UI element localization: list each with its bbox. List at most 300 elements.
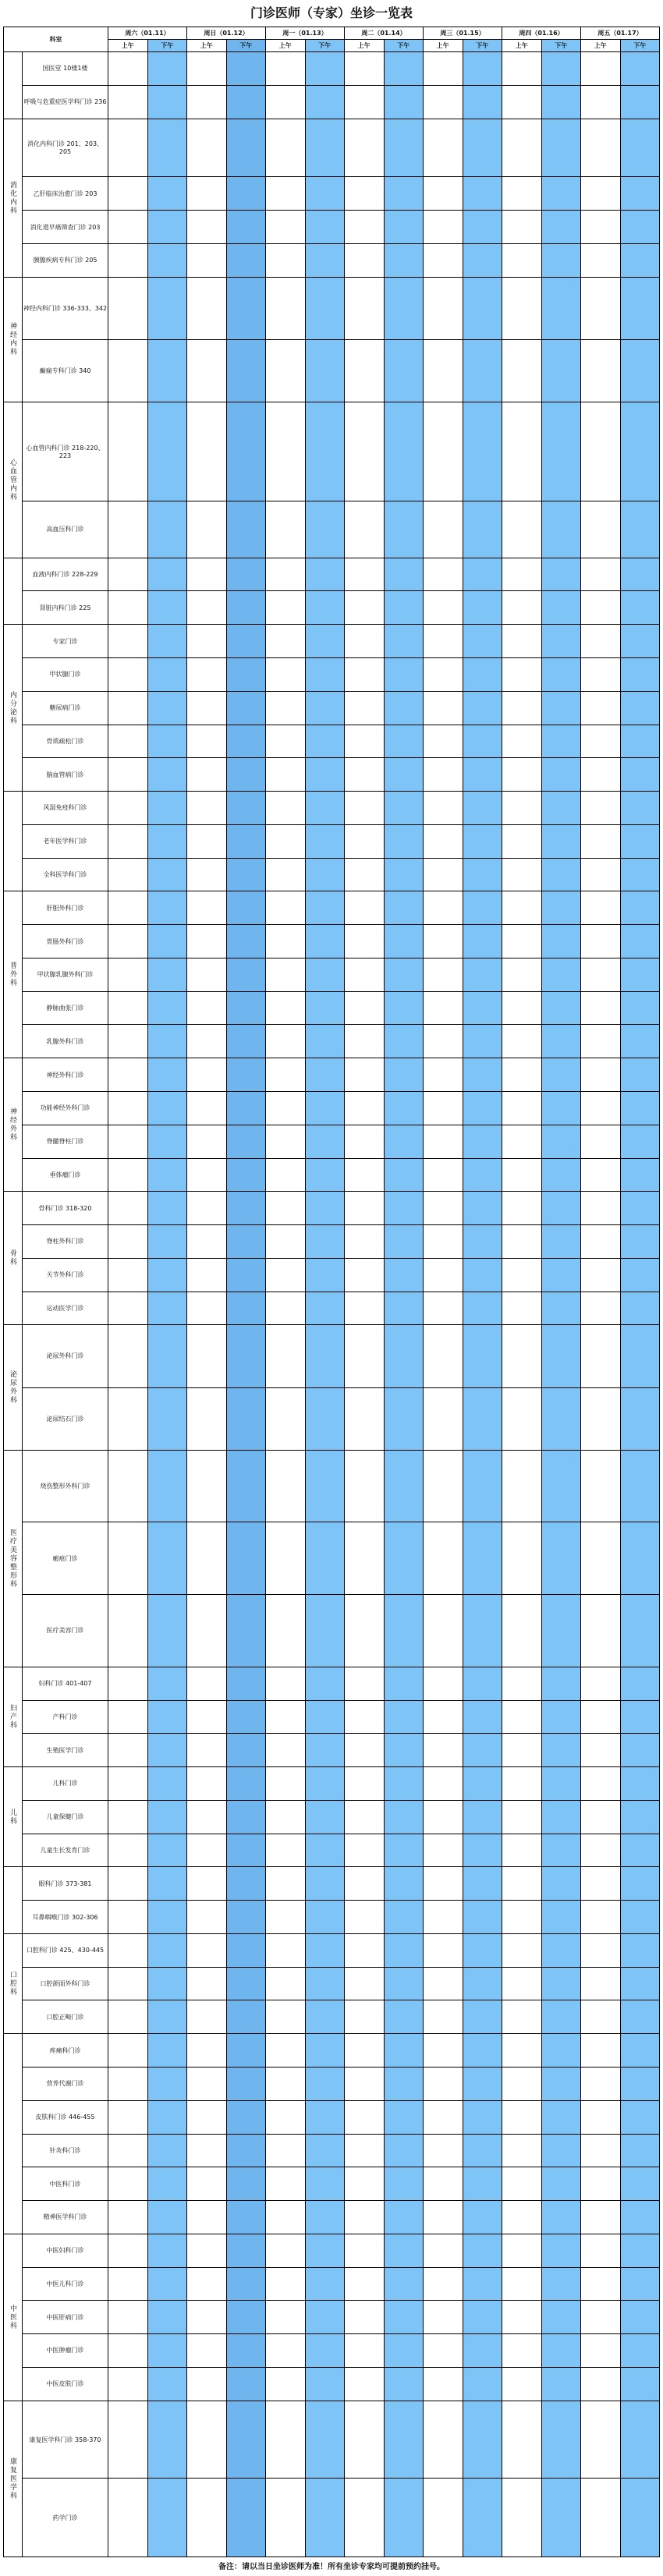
schedule-cell — [108, 1058, 148, 1092]
schedule-cell — [424, 177, 463, 211]
schedule-cell — [226, 1522, 266, 1595]
schedule-cell — [147, 85, 187, 119]
schedule-cell — [424, 1667, 463, 1700]
schedule-cell — [424, 1292, 463, 1325]
schedule-cell — [187, 402, 227, 501]
schedule-cell — [463, 758, 502, 792]
schedule-cell — [108, 1292, 148, 1325]
table-row — [4, 1700, 660, 1734]
schedule-cell — [502, 1933, 542, 1967]
schedule-cell — [226, 2100, 266, 2134]
schedule-cell — [345, 402, 385, 501]
schedule-cell — [384, 1125, 424, 1158]
schedule-cell — [147, 1767, 187, 1801]
schedule-cell — [620, 1158, 660, 1192]
schedule-cell — [384, 1325, 424, 1387]
schedule-cell — [384, 2334, 424, 2368]
schedule-cell — [384, 402, 424, 501]
schedule-cell — [187, 658, 227, 692]
schedule-cell — [581, 1667, 621, 1700]
schedule-cell — [226, 2000, 266, 2034]
schedule-cell — [187, 1800, 227, 1834]
schedule-cell — [502, 52, 542, 86]
schedule-cell — [384, 1595, 424, 1667]
schedule-cell — [620, 501, 660, 558]
schedule-cell — [108, 1767, 148, 1801]
schedule-cell — [502, 2401, 542, 2479]
schedule-cell — [620, 958, 660, 991]
table-row — [4, 758, 660, 792]
schedule-cell — [384, 2134, 424, 2167]
schedule-cell — [345, 1767, 385, 1801]
section-label — [4, 792, 23, 891]
schedule-cell — [266, 1225, 306, 1259]
schedule-cell — [226, 2401, 266, 2479]
schedule-cell — [108, 277, 148, 339]
table-row — [4, 2034, 660, 2068]
schedule-cell — [108, 1025, 148, 1058]
schedule-cell — [620, 925, 660, 958]
dept-name: 医疗美容门诊 — [23, 1595, 108, 1667]
table-row — [4, 925, 660, 958]
dept-name: 生殖医学门诊 — [23, 1734, 108, 1767]
schedule-cell — [305, 2201, 345, 2234]
schedule-cell — [147, 1125, 187, 1158]
schedule-cell — [424, 824, 463, 858]
schedule-cell — [502, 2334, 542, 2368]
schedule-cell — [226, 243, 266, 277]
dept-name: 运动医学门诊 — [23, 1292, 108, 1325]
schedule-cell — [187, 177, 227, 211]
schedule-cell — [266, 1595, 306, 1667]
schedule-cell — [187, 891, 227, 925]
schedule-cell — [305, 177, 345, 211]
schedule-cell — [581, 925, 621, 958]
schedule-cell — [502, 1767, 542, 1801]
schedule-cell — [345, 1025, 385, 1058]
schedule-cell — [502, 958, 542, 991]
dept-name: 关节外科门诊 — [23, 1258, 108, 1292]
schedule-cell — [108, 858, 148, 891]
schedule-cell — [305, 991, 345, 1025]
schedule-cell — [108, 2201, 148, 2234]
schedule-cell — [226, 119, 266, 177]
schedule-cell — [463, 625, 502, 658]
schedule-cell — [345, 1967, 385, 2000]
schedule-cell — [384, 2301, 424, 2334]
schedule-cell — [502, 2134, 542, 2167]
schedule-cell — [345, 501, 385, 558]
table-row — [4, 792, 660, 825]
dept-name: 专家门诊 — [23, 625, 108, 658]
schedule-cell — [266, 1292, 306, 1325]
schedule-cell — [108, 725, 148, 758]
table-row — [4, 1867, 660, 1901]
schedule-cell — [305, 2034, 345, 2068]
schedule-cell — [424, 725, 463, 758]
schedule-cell — [187, 2067, 227, 2100]
schedule-cell — [620, 2000, 660, 2034]
dept-name: 呼吸与危重症医学科门诊 236 — [23, 85, 108, 119]
schedule-cell — [384, 2267, 424, 2301]
schedule-cell — [424, 501, 463, 558]
table-row — [4, 1595, 660, 1667]
schedule-cell — [226, 1125, 266, 1158]
schedule-cell — [424, 1158, 463, 1192]
schedule-cell — [581, 658, 621, 692]
table-row — [4, 891, 660, 925]
table-row — [4, 2134, 660, 2167]
schedule-cell — [581, 691, 621, 725]
table-row — [4, 2000, 660, 2034]
schedule-cell — [424, 1901, 463, 1934]
schedule-cell — [266, 501, 306, 558]
schedule-cell — [620, 1667, 660, 1700]
schedule-cell — [502, 1125, 542, 1158]
schedule-cell — [502, 1025, 542, 1058]
schedule-cell — [147, 1800, 187, 1834]
schedule-cell — [345, 2134, 385, 2167]
schedule-cell — [581, 2134, 621, 2167]
schedule-cell — [226, 1387, 266, 1450]
schedule-cell — [187, 1192, 227, 1225]
schedule-cell — [541, 1834, 581, 1867]
schedule-cell — [502, 2000, 542, 2034]
dept-name: 中医肿瘤门诊 — [23, 2334, 108, 2368]
schedule-cell — [502, 925, 542, 958]
schedule-cell — [266, 2334, 306, 2368]
schedule-cell — [305, 1734, 345, 1767]
schedule-cell — [345, 2234, 385, 2267]
schedule-cell — [620, 2301, 660, 2334]
schedule-cell — [424, 1125, 463, 1158]
schedule-cell — [266, 2000, 306, 2034]
schedule-cell — [463, 2067, 502, 2100]
schedule-cell — [541, 1058, 581, 1092]
schedule-cell — [384, 119, 424, 177]
schedule-cell — [187, 1091, 227, 1125]
schedule-cell — [305, 591, 345, 625]
schedule-cell — [305, 658, 345, 692]
schedule-cell — [187, 277, 227, 339]
schedule-cell — [581, 119, 621, 177]
schedule-cell — [620, 2234, 660, 2267]
schedule-cell — [305, 2000, 345, 2034]
schedule-cell — [620, 2267, 660, 2301]
dept-name: 产科门诊 — [23, 1700, 108, 1734]
dept-name: 乙肝临床治愈门诊 203 — [23, 177, 108, 211]
schedule-cell — [266, 1192, 306, 1225]
schedule-cell — [345, 2479, 385, 2557]
schedule-cell — [266, 2167, 306, 2201]
schedule-cell — [187, 824, 227, 858]
schedule-cell — [502, 824, 542, 858]
schedule-cell — [424, 591, 463, 625]
schedule-cell — [108, 119, 148, 177]
schedule-cell — [147, 2367, 187, 2401]
schedule-cell — [226, 1867, 266, 1901]
schedule-cell — [345, 1522, 385, 1595]
schedule-cell — [226, 2067, 266, 2100]
schedule-cell — [226, 1834, 266, 1867]
schedule-cell — [305, 858, 345, 891]
schedule-cell — [187, 1125, 227, 1158]
schedule-cell — [463, 1901, 502, 1934]
schedule-cell — [424, 658, 463, 692]
am-header: 上午 — [424, 40, 463, 52]
table-row — [4, 1933, 660, 1967]
dept-name: 肝胆外科门诊 — [23, 891, 108, 925]
schedule-cell — [541, 2334, 581, 2368]
schedule-cell — [345, 2100, 385, 2134]
schedule-cell — [384, 2367, 424, 2401]
pm-header: 下午 — [226, 40, 266, 52]
schedule-cell — [266, 2234, 306, 2267]
schedule-cell — [384, 725, 424, 758]
schedule-cell — [266, 1025, 306, 1058]
schedule-cell — [384, 1450, 424, 1522]
section-label: 神经内科 — [4, 277, 23, 402]
schedule-cell — [541, 2067, 581, 2100]
table-row — [4, 402, 660, 501]
schedule-cell — [581, 277, 621, 339]
schedule-cell — [345, 991, 385, 1025]
schedule-cell — [187, 625, 227, 658]
schedule-cell — [147, 691, 187, 725]
schedule-cell — [581, 1125, 621, 1158]
schedule-cell — [463, 1800, 502, 1834]
section-label — [4, 52, 23, 119]
schedule-cell — [305, 1292, 345, 1325]
schedule-cell — [581, 2000, 621, 2034]
schedule-cell — [581, 891, 621, 925]
dept-name: 儿童生长发育门诊 — [23, 1834, 108, 1867]
schedule-cell — [463, 2301, 502, 2334]
schedule-cell — [384, 339, 424, 402]
schedule-cell — [108, 824, 148, 858]
schedule-cell — [384, 758, 424, 792]
schedule-cell — [266, 2134, 306, 2167]
schedule-cell — [463, 501, 502, 558]
schedule-cell — [581, 1387, 621, 1450]
schedule-cell — [424, 2367, 463, 2401]
schedule-cell — [147, 758, 187, 792]
schedule-cell — [541, 758, 581, 792]
table-row — [4, 1258, 660, 1292]
schedule-cell — [424, 2067, 463, 2100]
schedule-cell — [147, 625, 187, 658]
schedule-cell — [187, 1700, 227, 1734]
schedule-cell — [620, 1700, 660, 1734]
footer-note: 备注：请以当日坐诊医师为准！所有坐诊专家均可提前预约挂号。 — [218, 2563, 445, 2571]
schedule-cell — [305, 625, 345, 658]
schedule-cell — [384, 858, 424, 891]
schedule-cell — [305, 1258, 345, 1292]
schedule-cell — [266, 591, 306, 625]
schedule-cell — [463, 991, 502, 1025]
schedule-cell — [384, 2067, 424, 2100]
section-label: 骨科 — [4, 1192, 23, 1325]
schedule-cell — [502, 339, 542, 402]
schedule-cell — [384, 243, 424, 277]
schedule-cell — [108, 2367, 148, 2401]
schedule-cell — [345, 2067, 385, 2100]
schedule-cell — [147, 2134, 187, 2167]
schedule-cell — [266, 177, 306, 211]
schedule-cell — [384, 1933, 424, 1967]
schedule-cell — [384, 925, 424, 958]
schedule-cell — [463, 2167, 502, 2201]
schedule-cell — [620, 402, 660, 501]
schedule-cell — [187, 792, 227, 825]
schedule-cell — [226, 1767, 266, 1801]
dept-name: 眼科门诊 373-381 — [23, 1867, 108, 1901]
schedule-cell — [345, 1292, 385, 1325]
schedule-cell — [187, 1933, 227, 1967]
schedule-cell — [541, 1700, 581, 1734]
schedule-cell — [424, 2100, 463, 2134]
schedule-cell — [541, 1522, 581, 1595]
schedule-cell — [266, 691, 306, 725]
schedule-cell — [305, 1450, 345, 1522]
schedule-cell — [147, 1292, 187, 1325]
dept-name: 药学门诊 — [23, 2479, 108, 2557]
schedule-cell — [266, 2479, 306, 2557]
schedule-cell — [345, 625, 385, 658]
schedule-cell — [581, 1867, 621, 1901]
schedule-cell — [424, 1595, 463, 1667]
schedule-cell — [502, 119, 542, 177]
schedule-cell — [147, 591, 187, 625]
schedule-cell — [424, 1387, 463, 1450]
schedule-cell — [147, 1325, 187, 1387]
schedule-cell — [147, 2267, 187, 2301]
schedule-cell — [187, 691, 227, 725]
schedule-cell — [502, 1700, 542, 1734]
schedule-cell — [541, 119, 581, 177]
am-header: 上午 — [502, 40, 542, 52]
dept-name: 神经内科门诊 336-333、342 — [23, 277, 108, 339]
table-row — [4, 1091, 660, 1125]
schedule-cell — [581, 2201, 621, 2234]
table-row — [4, 1192, 660, 1225]
schedule-cell — [620, 1091, 660, 1125]
schedule-cell — [502, 558, 542, 591]
schedule-cell — [502, 691, 542, 725]
schedule-cell — [620, 1867, 660, 1901]
schedule-cell — [305, 1967, 345, 2000]
schedule-cell — [502, 1158, 542, 1192]
table-row — [4, 1967, 660, 2000]
schedule-cell — [147, 1967, 187, 2000]
schedule-cell — [384, 1258, 424, 1292]
schedule-cell — [147, 339, 187, 402]
schedule-cell — [345, 1225, 385, 1259]
schedule-cell — [620, 2334, 660, 2368]
schedule-cell — [384, 211, 424, 244]
schedule-cell — [187, 501, 227, 558]
schedule-cell — [541, 1901, 581, 1934]
schedule-cell — [305, 1158, 345, 1192]
schedule-cell — [502, 1292, 542, 1325]
schedule-cell — [541, 1258, 581, 1292]
schedule-cell — [108, 2479, 148, 2557]
schedule-cell — [187, 339, 227, 402]
schedule-cell — [581, 2301, 621, 2334]
schedule-cell — [502, 792, 542, 825]
schedule-cell — [581, 858, 621, 891]
schedule-cell — [108, 1734, 148, 1767]
schedule-cell — [266, 2067, 306, 2100]
schedule-cell — [305, 85, 345, 119]
schedule-cell — [147, 1192, 187, 1225]
section-label: 中医科 — [4, 2234, 23, 2401]
schedule-cell — [226, 691, 266, 725]
schedule-cell — [384, 277, 424, 339]
schedule-cell — [147, 2479, 187, 2557]
schedule-cell — [187, 243, 227, 277]
schedule-cell — [541, 925, 581, 958]
schedule-cell — [581, 1025, 621, 1058]
table-row — [4, 211, 660, 244]
schedule-cell — [345, 658, 385, 692]
schedule-cell — [384, 501, 424, 558]
schedule-cell — [305, 339, 345, 402]
schedule-cell — [108, 85, 148, 119]
dept-name: 甲状腺门诊 — [23, 658, 108, 692]
schedule-cell — [187, 1967, 227, 2000]
schedule-cell — [305, 1700, 345, 1734]
schedule-cell — [384, 2201, 424, 2234]
schedule-cell — [581, 2367, 621, 2401]
schedule-cell — [187, 1387, 227, 1450]
schedule-cell — [108, 2100, 148, 2134]
schedule-cell — [147, 1450, 187, 1522]
schedule-cell — [147, 658, 187, 692]
schedule-cell — [108, 2067, 148, 2100]
schedule-cell — [108, 658, 148, 692]
schedule-cell — [620, 1767, 660, 1801]
dept-name: 儿科门诊 — [23, 1767, 108, 1801]
schedule-cell — [502, 402, 542, 501]
schedule-cell — [226, 402, 266, 501]
schedule-cell — [345, 1325, 385, 1387]
schedule-cell — [581, 1700, 621, 1734]
schedule-cell — [147, 2167, 187, 2201]
schedule-cell — [345, 1667, 385, 1700]
table-row — [4, 1025, 660, 1058]
schedule-cell — [502, 2267, 542, 2301]
schedule-cell — [266, 792, 306, 825]
schedule-cell — [463, 925, 502, 958]
schedule-cell — [463, 1595, 502, 1667]
table-row — [4, 1667, 660, 1700]
schedule-cell — [424, 243, 463, 277]
schedule-cell — [226, 1901, 266, 1934]
schedule-cell — [581, 558, 621, 591]
schedule-cell — [620, 1800, 660, 1834]
schedule-cell — [541, 501, 581, 558]
schedule-cell — [581, 625, 621, 658]
schedule-cell — [424, 1867, 463, 1901]
schedule-cell — [266, 2201, 306, 2234]
schedule-cell — [187, 958, 227, 991]
table-row — [4, 858, 660, 891]
schedule-cell — [620, 1325, 660, 1387]
schedule-cell — [305, 1933, 345, 1967]
dept-name: 乳腺外科门诊 — [23, 1025, 108, 1058]
schedule-cell — [581, 211, 621, 244]
